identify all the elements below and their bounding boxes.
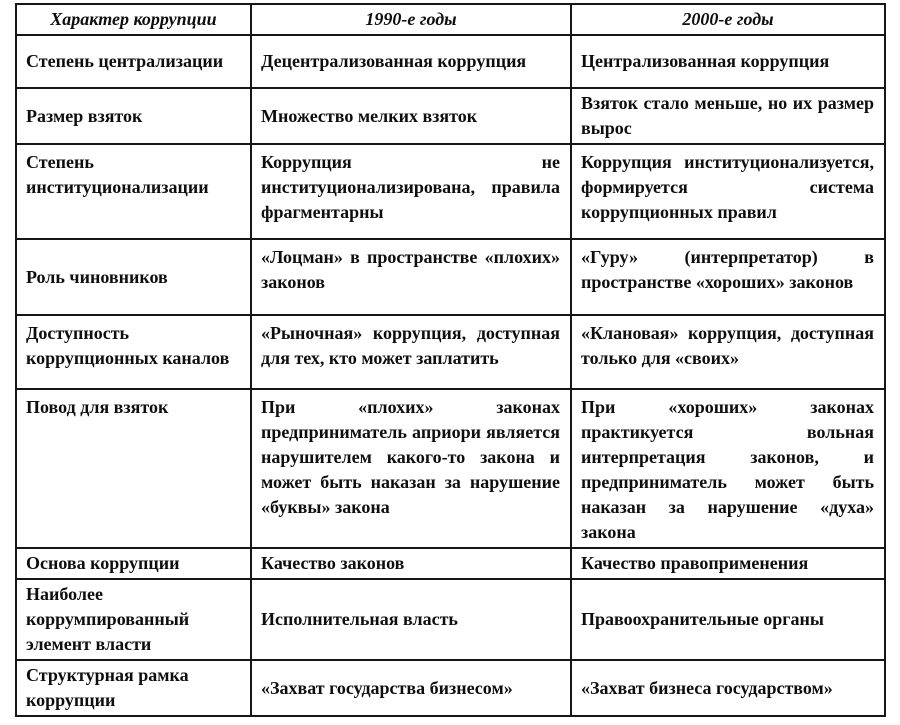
corruption-comparison-table: [15, 3, 886, 717]
row-centralization-degree: [16, 35, 885, 88]
row-institutionalization-degree: [16, 144, 885, 239]
row-label-cell: Доступность коррупционных каналов: [16, 315, 251, 389]
cell-1990s: «Рыночная» коррупция, доступная для тех, кто может заплатить: [251, 315, 571, 389]
row-label-cell: Роль чиновников: [16, 239, 251, 315]
cell-2000s: Централизованная коррупция: [571, 35, 885, 88]
row-label-cell: Степень централизации: [16, 35, 251, 88]
cell-2000s: При «хороших» законах практикуется вольная интерпретация законов, и предприниматель может быть наказан за нарушение «духа» закона: [571, 389, 885, 548]
cell-2000s: «Гуру» (интерпретатор) в пространстве «хороших» законов: [571, 239, 885, 315]
cell-1990s: Децентрализованная коррупция: [251, 35, 571, 88]
cell-1990s: Качество законов: [251, 548, 571, 579]
cell-2000s: Правоохранительные органы: [571, 579, 885, 660]
row-label-cell: Степень институционализации: [16, 144, 251, 239]
header-cell-2000s: 2000-е годы: [571, 4, 885, 35]
header-row: [16, 4, 885, 35]
cell-1990s: Множество мелких взяток: [251, 88, 571, 144]
cell-1990s: «Лоцман» в пространстве «плохих» законов: [251, 239, 571, 315]
cell-2000s: Взяток стало меньше, но их размер вырос: [571, 88, 885, 144]
row-label-cell: Основа коррупции: [16, 548, 251, 579]
row-bribe-size: [16, 88, 885, 144]
row-label-cell: Повод для взяток: [16, 389, 251, 548]
row-bribe-reason: [16, 389, 885, 548]
cell-2000s: «Клановая» коррупция, доступная только для «своих»: [571, 315, 885, 389]
cell-2000s: Коррупция институционализуется, формируется система коррупционных правил: [571, 144, 885, 239]
cell-1990s: Исполнительная власть: [251, 579, 571, 660]
cell-1990s: При «плохих» законах предприниматель априори является нарушителем какого-то закона и может быть наказан за нарушение «буквы» закона: [251, 389, 571, 548]
cell-1990s: «Захват государства бизнесом»: [251, 660, 571, 716]
row-corruption-basis: [16, 548, 885, 579]
row-officials-role: [16, 239, 885, 315]
row-label-cell: Размер взяток: [16, 88, 251, 144]
row-structural-frame: [16, 660, 885, 716]
header-cell-characteristic: Характер коррупции: [16, 4, 251, 35]
row-corruption-channels-access: [16, 315, 885, 389]
row-label-cell: Структурная рамка коррупции: [16, 660, 251, 716]
header-cell-1990s: 1990-е годы: [251, 4, 571, 35]
row-label-cell: Наиболее коррумпированный элемент власти: [16, 579, 251, 660]
cell-1990s: Коррупция не институционализирована, правила фрагментарны: [251, 144, 571, 239]
cell-2000s: Качество правоприменения: [571, 548, 885, 579]
cell-2000s: «Захват бизнеса государством»: [571, 660, 885, 716]
row-most-corrupt-power-element: [16, 579, 885, 660]
